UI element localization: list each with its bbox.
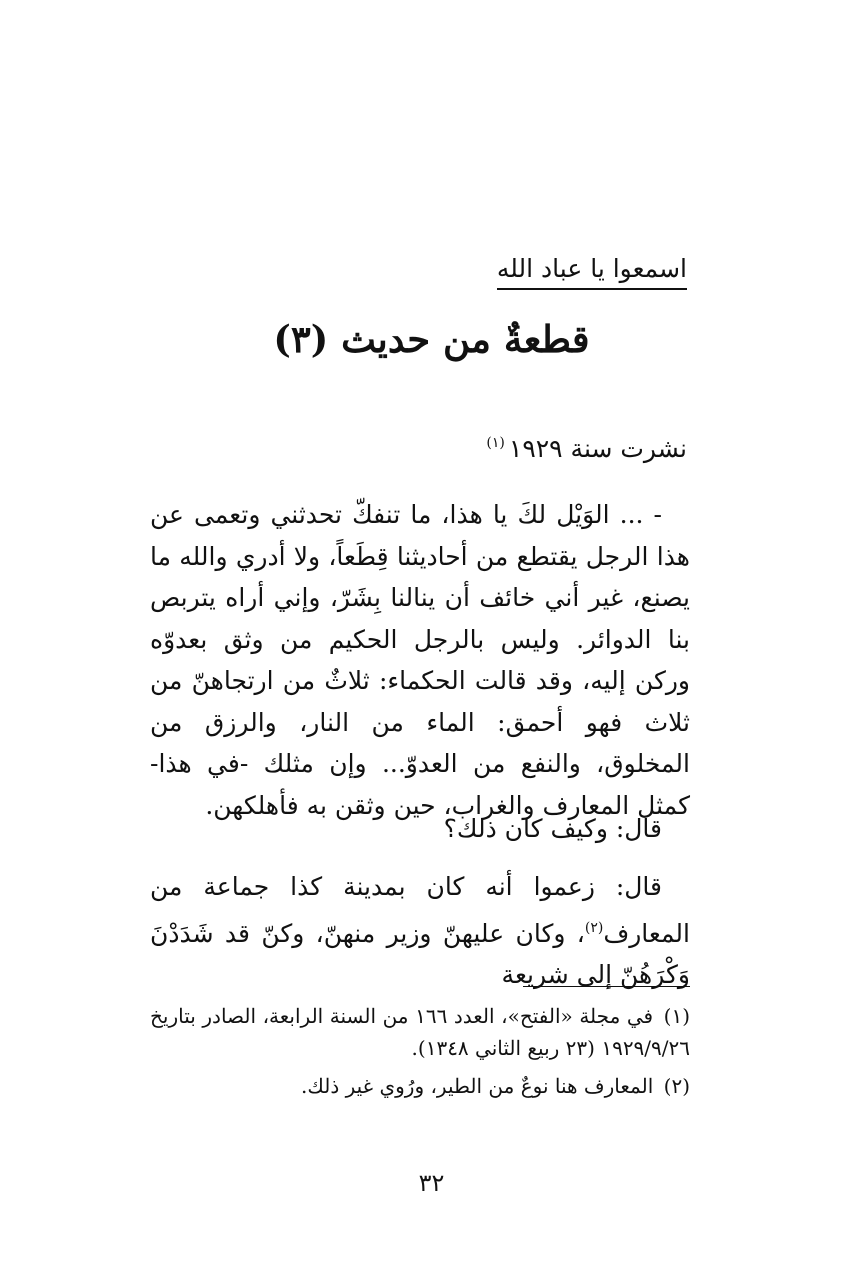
footnote-2 xyxy=(150,1070,690,1102)
footnote-number: (١) xyxy=(663,1004,691,1028)
footnote-ref-2[interactable]: (٢) xyxy=(584,919,604,936)
footnotes xyxy=(150,1000,690,1108)
footnote-1 xyxy=(150,1000,690,1064)
page-number: ٣٢ xyxy=(418,1169,445,1197)
body-paragraph-2 xyxy=(150,808,690,850)
paragraph-text xyxy=(150,866,690,996)
publication-note-text: نشرت سنة ١٩٢٩ xyxy=(508,434,687,463)
footnote-text: المعارف هنا نوعٌ من الطير، ورُوي غير ذلك. xyxy=(301,1074,654,1098)
footnote-text: في مجلة «الفتح»، العدد ١٦٦ من السنة الرابعة، الصادر بتاريخ ١٩٢٩/٩/٢٦ (٢٣ ربيع الثاني ١٣٤٨). xyxy=(150,1004,690,1060)
paragraph-text: - ... الوَيْل لكَ يا هذا، ما تنفكّ تحدثني وتعمى عن هذا الرجل يقتطع من أحاديثنا قِطَعاً، ولا أدري والله ما يصنع، غير أني خائف أن ينالنا بِشَرّ، وإني أراه يتربص بنا الدوائر. وليس بالرجل الحكيم من وثق بعدوّه وركن إليه، وقد قالت الحكماء: ثلاثٌ من ارتجاهنّ من ثلاث فهو أحمق: الماء من النار، والرزق من المخلوق، والنفع من العدوّ... وإن مثلك -في هذا- كمثل المعارف والغراب، حين وثقن به فأهلكهن. xyxy=(150,500,690,820)
body-paragraph-1 xyxy=(150,494,690,826)
footnote-ref-1[interactable]: (١) xyxy=(486,435,505,451)
section-heading: اسمعوا يا عباد الله xyxy=(497,252,687,290)
chapter-title: قطعةٌ من حديث (٣) xyxy=(273,317,590,361)
body-paragraph-3 xyxy=(150,866,690,996)
footnote-divider xyxy=(523,986,690,987)
paragraph-text: قال: وكيف كان ذلك؟ xyxy=(443,814,662,843)
paragraph-3-end: ، وكان عليهنّ وزير منهنّ، وكنّ قد شَدَدْنَ وَكْرَهُنّ إلى شريعة xyxy=(150,918,690,989)
footnote-number: (٢) xyxy=(663,1074,690,1098)
paragraph-3-start: قال: زعموا أنه كان بمدينة كذا جماعة من المعارف xyxy=(150,872,690,948)
publication-note xyxy=(486,424,687,468)
